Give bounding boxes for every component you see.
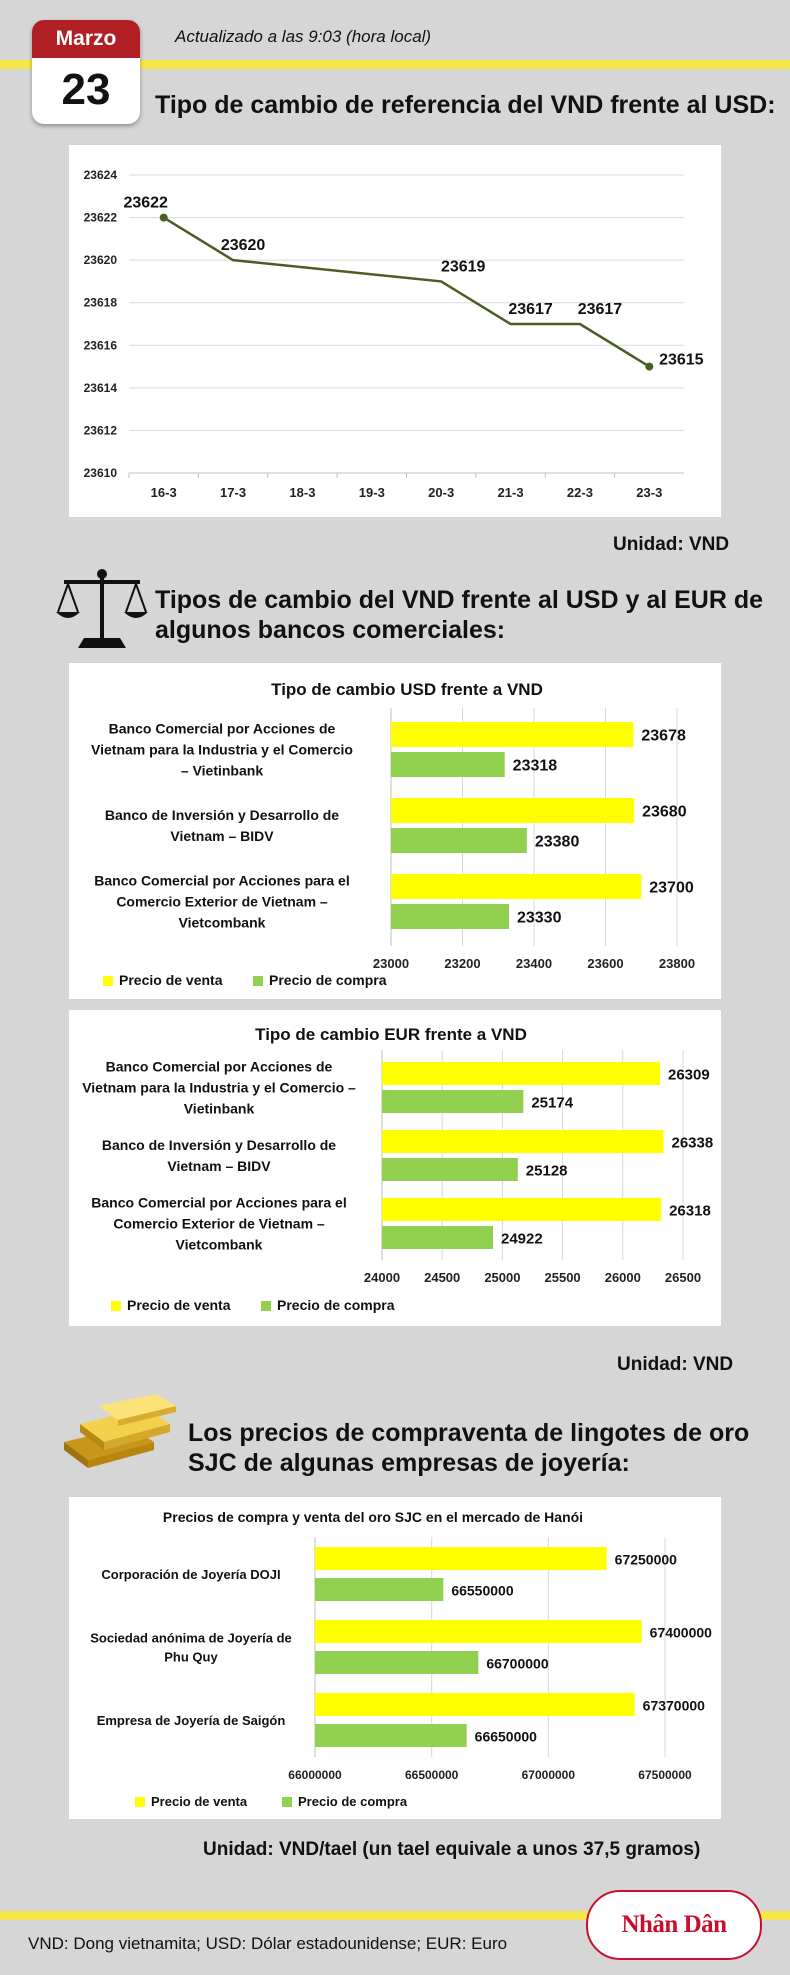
section2-unit: Unidad: VND <box>617 1354 734 1375</box>
scale-icon <box>56 566 148 652</box>
category-label: Banco Comercial por Acciones de <box>108 720 336 737</box>
y-tick-label: 23624 <box>83 168 117 182</box>
y-tick-label: 23610 <box>83 466 117 480</box>
category-label: Comercio Exterior de Vietnam – <box>113 1215 325 1232</box>
data-label: 23622 <box>123 194 168 212</box>
sell-bar <box>382 1198 661 1221</box>
x-tick-label: 23200 <box>444 956 481 971</box>
bar-value-label: 24922 <box>501 1230 543 1248</box>
section2-title-line2: algunos bancos comerciales: <box>155 616 506 644</box>
legend-label: Precio de compra <box>269 972 387 988</box>
x-tick-label: 24000 <box>363 1270 401 1285</box>
bar-value-label: 25128 <box>525 1162 568 1180</box>
legend-swatch <box>261 1301 271 1311</box>
buy-bar <box>315 1651 478 1674</box>
category-label: Phu Quy <box>164 1649 218 1665</box>
y-tick-label: 23614 <box>83 380 117 395</box>
data-label: 23619 <box>440 258 486 276</box>
category-label: Banco de Inversión y Desarrollo de <box>101 1137 337 1153</box>
eur-bar-chart <box>69 1010 721 1326</box>
y-tick-label: 23618 <box>83 295 117 310</box>
x-tick-label: 22-3 <box>566 485 593 500</box>
reference-rate-line-chart <box>69 145 721 517</box>
sell-bar <box>315 1620 642 1643</box>
category-label: Comercio Exterior de Vietnam – <box>116 893 328 910</box>
sell-bar <box>391 874 641 899</box>
bar-value-label: 66700000 <box>486 1655 549 1672</box>
gold-bar-chart-panel <box>69 1497 721 1819</box>
usd-bar-chart <box>69 663 721 999</box>
sell-bar <box>315 1693 635 1716</box>
x-tick-label: 23000 <box>372 956 410 971</box>
legend-label: Precio de venta <box>151 1794 248 1809</box>
bar-value-label: 67400000 <box>649 1624 712 1641</box>
category-label: Banco Comercial por Acciones para el <box>94 872 350 889</box>
x-tick-label: 23-3 <box>636 485 663 500</box>
legend-label: Precio de compra <box>277 1297 395 1313</box>
date-badge <box>32 20 140 124</box>
bar-value-label: 26318 <box>669 1202 711 1220</box>
buy-bar <box>382 1158 518 1181</box>
buy-bar <box>382 1090 523 1113</box>
bar-value-label: 23700 <box>649 879 694 897</box>
buy-bar <box>382 1226 493 1249</box>
line-chart-panel <box>69 145 721 517</box>
category-label: Banco de Inversión y Desarrollo de <box>104 807 340 823</box>
data-point <box>645 363 653 371</box>
legend-swatch <box>103 976 113 986</box>
buy-bar <box>391 904 509 929</box>
section1-title: Tipo de cambio de referencia del VND frente al USD: <box>155 91 776 119</box>
buy-bar <box>391 752 505 777</box>
x-tick-label: 18-3 <box>289 485 316 500</box>
buy-bar <box>315 1578 443 1601</box>
x-tick-label: 24500 <box>424 1270 461 1285</box>
footer-note: VND: Dong vietnamita; USD: Dólar estadounidense; EUR: Euro <box>28 1934 508 1953</box>
y-tick-label: 23612 <box>83 423 117 438</box>
bar-value-label: 66550000 <box>451 1582 514 1599</box>
x-tick-label: 67000000 <box>521 1768 576 1782</box>
category-label: – Vietinbank <box>180 762 264 779</box>
y-tick-label: 23616 <box>83 338 117 353</box>
section3-title <box>188 1418 749 1478</box>
data-label: 23615 <box>659 351 704 369</box>
chart-title: Tipo de cambio USD frente a VND <box>271 680 543 699</box>
x-tick-label: 20-3 <box>428 485 455 500</box>
x-tick-label: 26500 <box>664 1270 702 1285</box>
bar-value-label: 23678 <box>641 727 686 745</box>
x-tick-label: 25500 <box>544 1270 581 1285</box>
x-tick-label: 23600 <box>587 956 624 971</box>
section2-title-line1: Tipos de cambio del VND frente al USD y al EUR de <box>155 586 764 614</box>
x-tick-label: 19-3 <box>358 485 385 500</box>
x-tick-label: 66000000 <box>288 1768 342 1782</box>
usd-bar-chart-panel <box>69 663 721 999</box>
sell-bar <box>391 798 634 823</box>
data-label: 23617 <box>577 301 623 318</box>
legend-swatch <box>135 1797 145 1807</box>
date-month: Marzo <box>32 20 140 58</box>
data-label: 23620 <box>220 237 266 255</box>
category-label: Sociedad anónima de Joyería de <box>90 1630 292 1646</box>
category-label: Vietnam para la Industria y el Comercio – <box>82 1079 356 1096</box>
section3-title-line1: Los precios de compraventa de lingotes de oro <box>188 1419 750 1447</box>
sell-bar <box>315 1547 607 1570</box>
logo-text: Nhân Dân <box>621 1911 727 1938</box>
gold-bar-chart <box>69 1497 721 1819</box>
legend-label: Precio de venta <box>119 972 223 988</box>
section3-unit: Unidad: VND/tael (un tael equivale a unos 37,5 gramos) <box>203 1839 701 1860</box>
bar-value-label: 67250000 <box>614 1551 677 1568</box>
buy-bar <box>315 1724 467 1747</box>
category-label: Empresa de Joyería de Saigón <box>96 1713 286 1728</box>
date-day: 23 <box>61 65 111 114</box>
category-label: Vietcombank <box>178 914 266 931</box>
chart-title: Precios de compra y venta del oro SJC en el mercado de Hanói <box>162 1509 584 1525</box>
section2-title <box>155 585 763 645</box>
bar-value-label: 26309 <box>668 1066 710 1084</box>
updated-time: Actualizado a las 9:03 (hora local) <box>175 27 432 46</box>
category-label: Corporación de Joyería DOJI <box>101 1567 281 1582</box>
eur-bar-chart-panel <box>69 1010 721 1326</box>
data-label: 23617 <box>508 301 553 318</box>
bar-value-label: 23680 <box>642 803 687 821</box>
bar-value-label: 23330 <box>516 909 562 927</box>
category-label: Banco Comercial por Acciones de <box>105 1058 333 1075</box>
sell-bar <box>382 1062 660 1085</box>
y-tick-label: 23622 <box>83 210 117 225</box>
legend-label: Precio de venta <box>127 1297 231 1313</box>
category-label: Vietnam – BIDV <box>170 828 274 844</box>
category-label: Vietnam para la Industria y el Comercio <box>91 741 353 758</box>
y-tick-label: 23620 <box>83 253 117 268</box>
section3-title-line2: SJC de algunas empresas de joyería: <box>188 1449 630 1477</box>
legend-swatch <box>282 1797 292 1807</box>
x-tick-label: 16-3 <box>150 485 177 500</box>
x-tick-label: 17-3 <box>220 485 247 500</box>
bar-value-label: 25174 <box>531 1094 574 1112</box>
category-label: Vietinbank <box>183 1100 255 1117</box>
legend-swatch <box>253 976 263 986</box>
section1-unit: Unidad: VND <box>613 534 730 555</box>
bar-value-label: 23318 <box>512 757 558 775</box>
category-label: Vietcombank <box>175 1236 263 1253</box>
legend-swatch <box>111 1301 121 1311</box>
category-label: Vietnam – BIDV <box>167 1158 271 1174</box>
x-tick-label: 66500000 <box>404 1768 459 1782</box>
gold-bars-icon <box>58 1390 180 1470</box>
nhan-dan-logo <box>586 1890 762 1960</box>
x-tick-label: 21-3 <box>497 485 524 500</box>
data-point <box>160 214 168 222</box>
x-tick-label: 23400 <box>515 956 553 971</box>
bar-value-label: 26338 <box>671 1134 714 1152</box>
chart-title: Tipo de cambio EUR frente a VND <box>255 1025 527 1044</box>
bar-value-label: 66650000 <box>474 1728 537 1745</box>
bar-value-label: 23380 <box>534 833 580 851</box>
x-tick-label: 25000 <box>484 1270 521 1285</box>
x-tick-label: 26000 <box>604 1270 641 1285</box>
sell-bar <box>382 1130 663 1153</box>
x-tick-label: 23800 <box>658 956 696 971</box>
sell-bar <box>391 722 633 747</box>
legend-label: Precio de compra <box>298 1794 408 1809</box>
bar-value-label: 67370000 <box>642 1697 705 1714</box>
category-label: Banco Comercial por Acciones para el <box>91 1194 347 1211</box>
buy-bar <box>391 828 527 853</box>
x-tick-label: 67500000 <box>638 1768 692 1782</box>
